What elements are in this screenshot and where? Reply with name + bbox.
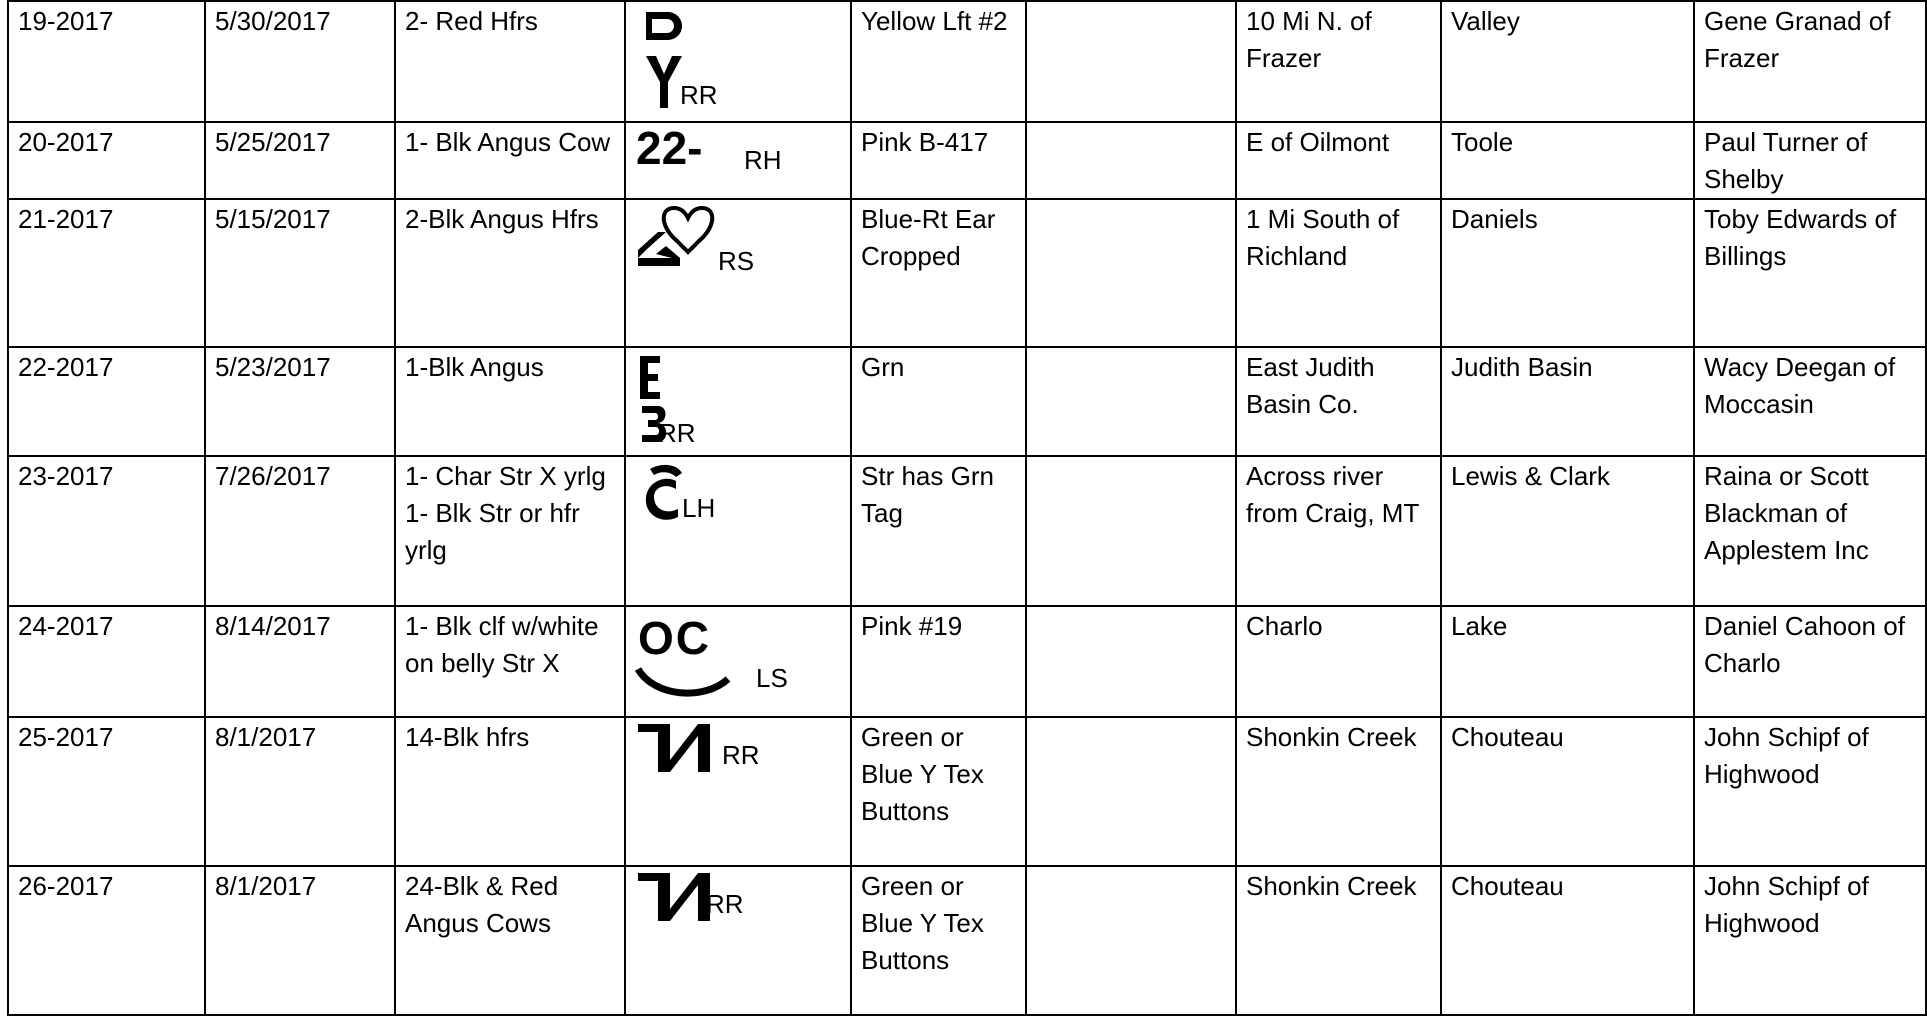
county-cell: Lewis & Clark bbox=[1441, 456, 1694, 606]
county-cell: Toole bbox=[1441, 122, 1694, 199]
description-cell: 1- Blk clf w/white on belly Str X bbox=[395, 606, 625, 717]
table-row bbox=[8, 347, 1926, 456]
found-location-cell: Across river from Craig, MT bbox=[1236, 456, 1441, 606]
brand-location: RH bbox=[744, 145, 782, 175]
brand-cell bbox=[625, 122, 851, 199]
tag-cell: Green or Blue Y Tex Buttons bbox=[851, 866, 1026, 1015]
date-cell: 8/14/2017 bbox=[205, 606, 395, 717]
county-cell: Chouteau bbox=[1441, 866, 1694, 1015]
brand-location: LH bbox=[682, 493, 716, 523]
brand-cell bbox=[625, 717, 851, 866]
blank-cell bbox=[1026, 456, 1236, 606]
found-location-cell: 1 Mi South of Richland bbox=[1236, 199, 1441, 347]
owner-cell: Toby Edwards of Billings bbox=[1694, 199, 1926, 347]
county-cell: Judith Basin bbox=[1441, 347, 1694, 456]
brand-cell bbox=[625, 606, 851, 717]
found-location-cell: 10 Mi N. of Frazer bbox=[1236, 1, 1441, 122]
bar-N-brand-icon bbox=[636, 720, 716, 776]
tag-cell: Str has Grn Tag bbox=[851, 456, 1026, 606]
bar-N-brand-icon bbox=[636, 869, 716, 925]
description-cell: 24-Blk & Red Angus Cows bbox=[395, 866, 625, 1015]
found-location-cell: Charlo bbox=[1236, 606, 1441, 717]
tag-cell: Yellow Lft #2 bbox=[851, 1, 1026, 122]
brand-location: RR bbox=[722, 740, 760, 770]
case-number: 22-2017 bbox=[8, 347, 205, 456]
tag-cell: Green or Blue Y Tex Buttons bbox=[851, 717, 1026, 866]
OC-quarter-circle-brand-icon: OC bbox=[638, 612, 711, 664]
case-number: 23-2017 bbox=[8, 456, 205, 606]
table-row bbox=[8, 199, 1926, 347]
owner-cell: Gene Granad of Frazer bbox=[1694, 1, 1926, 122]
case-number: 21-2017 bbox=[8, 199, 205, 347]
tag-cell: Grn bbox=[851, 347, 1026, 456]
blank-cell bbox=[1026, 866, 1236, 1015]
owner-cell: Daniel Cahoon of Charlo bbox=[1694, 606, 1926, 717]
brand-cell bbox=[625, 866, 851, 1015]
description-cell: 1- Blk Angus Cow bbox=[395, 122, 625, 199]
county-cell: Chouteau bbox=[1441, 717, 1694, 866]
brand-cell bbox=[625, 1, 851, 122]
county-cell: Valley bbox=[1441, 1, 1694, 122]
case-number: 24-2017 bbox=[8, 606, 205, 717]
owner-cell: Paul Turner of Shelby bbox=[1694, 122, 1926, 199]
owner-cell: John Schipf of Highwood bbox=[1694, 717, 1926, 866]
case-number: 26-2017 bbox=[8, 866, 205, 1015]
found-location-cell: Shonkin Creek bbox=[1236, 866, 1441, 1015]
estray-brand-table bbox=[7, 0, 1927, 1016]
date-cell: 5/30/2017 bbox=[205, 1, 395, 122]
owner-cell: Raina or Scott Blackman of Applestem Inc bbox=[1694, 456, 1926, 606]
22-bar-brand-icon: 22- bbox=[636, 122, 703, 174]
case-number: 20-2017 bbox=[8, 122, 205, 199]
county-cell: Daniels bbox=[1441, 199, 1694, 347]
blank-cell bbox=[1026, 122, 1236, 199]
description-line: 1- Char Str X yrlg 1- Blk Str or hfr yrlg bbox=[405, 461, 606, 565]
description-cell: 14-Blk hfrs bbox=[395, 717, 625, 866]
blank-cell bbox=[1026, 1, 1236, 122]
brand-location: LS bbox=[756, 663, 788, 693]
case-number: 19-2017 bbox=[8, 1, 205, 122]
blank-cell bbox=[1026, 347, 1236, 456]
table-row bbox=[8, 456, 1926, 606]
description-cell: 2- Red Hfrs bbox=[395, 1, 625, 122]
brand-location: RR bbox=[658, 418, 696, 448]
date-cell: 5/23/2017 bbox=[205, 347, 395, 456]
brand-location: RS bbox=[718, 246, 755, 276]
date-cell: 7/26/2017 bbox=[205, 456, 395, 606]
table-row bbox=[8, 122, 1926, 199]
tag-cell: Blue-Rt Ear Cropped bbox=[851, 199, 1026, 347]
table-row bbox=[8, 866, 1926, 1015]
date-cell: 5/15/2017 bbox=[205, 199, 395, 347]
table-row bbox=[8, 717, 1926, 866]
blank-cell bbox=[1026, 606, 1236, 717]
owner-cell: John Schipf of Highwood bbox=[1694, 866, 1926, 1015]
quarter-circle-mark-icon bbox=[634, 663, 744, 703]
description-cell: 2-Blk Angus Hfrs bbox=[395, 199, 625, 347]
found-location-cell: Shonkin Creek bbox=[1236, 717, 1441, 866]
brand-cell bbox=[625, 347, 851, 456]
found-location-cell: E of Oilmont bbox=[1236, 122, 1441, 199]
county-cell: Lake bbox=[1441, 606, 1694, 717]
table-row bbox=[8, 1, 1926, 122]
case-number: 25-2017 bbox=[8, 717, 205, 866]
brand-cell bbox=[625, 456, 851, 606]
brand-cell bbox=[625, 199, 851, 347]
table-row bbox=[8, 606, 1926, 717]
description-cell: 1-Blk Angus bbox=[395, 347, 625, 456]
blank-cell bbox=[1026, 199, 1236, 347]
owner-cell: Wacy Deegan of Moccasin bbox=[1694, 347, 1926, 456]
brand-location: RR bbox=[706, 889, 744, 919]
description-cell bbox=[395, 456, 625, 606]
brand-location: RR bbox=[680, 80, 718, 110]
date-cell: 5/25/2017 bbox=[205, 122, 395, 199]
tag-cell: Pink B-417 bbox=[851, 122, 1026, 199]
blank-cell bbox=[1026, 717, 1236, 866]
tag-cell: Pink #19 bbox=[851, 606, 1026, 717]
date-cell: 8/1/2017 bbox=[205, 717, 395, 866]
found-location-cell: East Judith Basin Co. bbox=[1236, 347, 1441, 456]
date-cell: 8/1/2017 bbox=[205, 866, 395, 1015]
